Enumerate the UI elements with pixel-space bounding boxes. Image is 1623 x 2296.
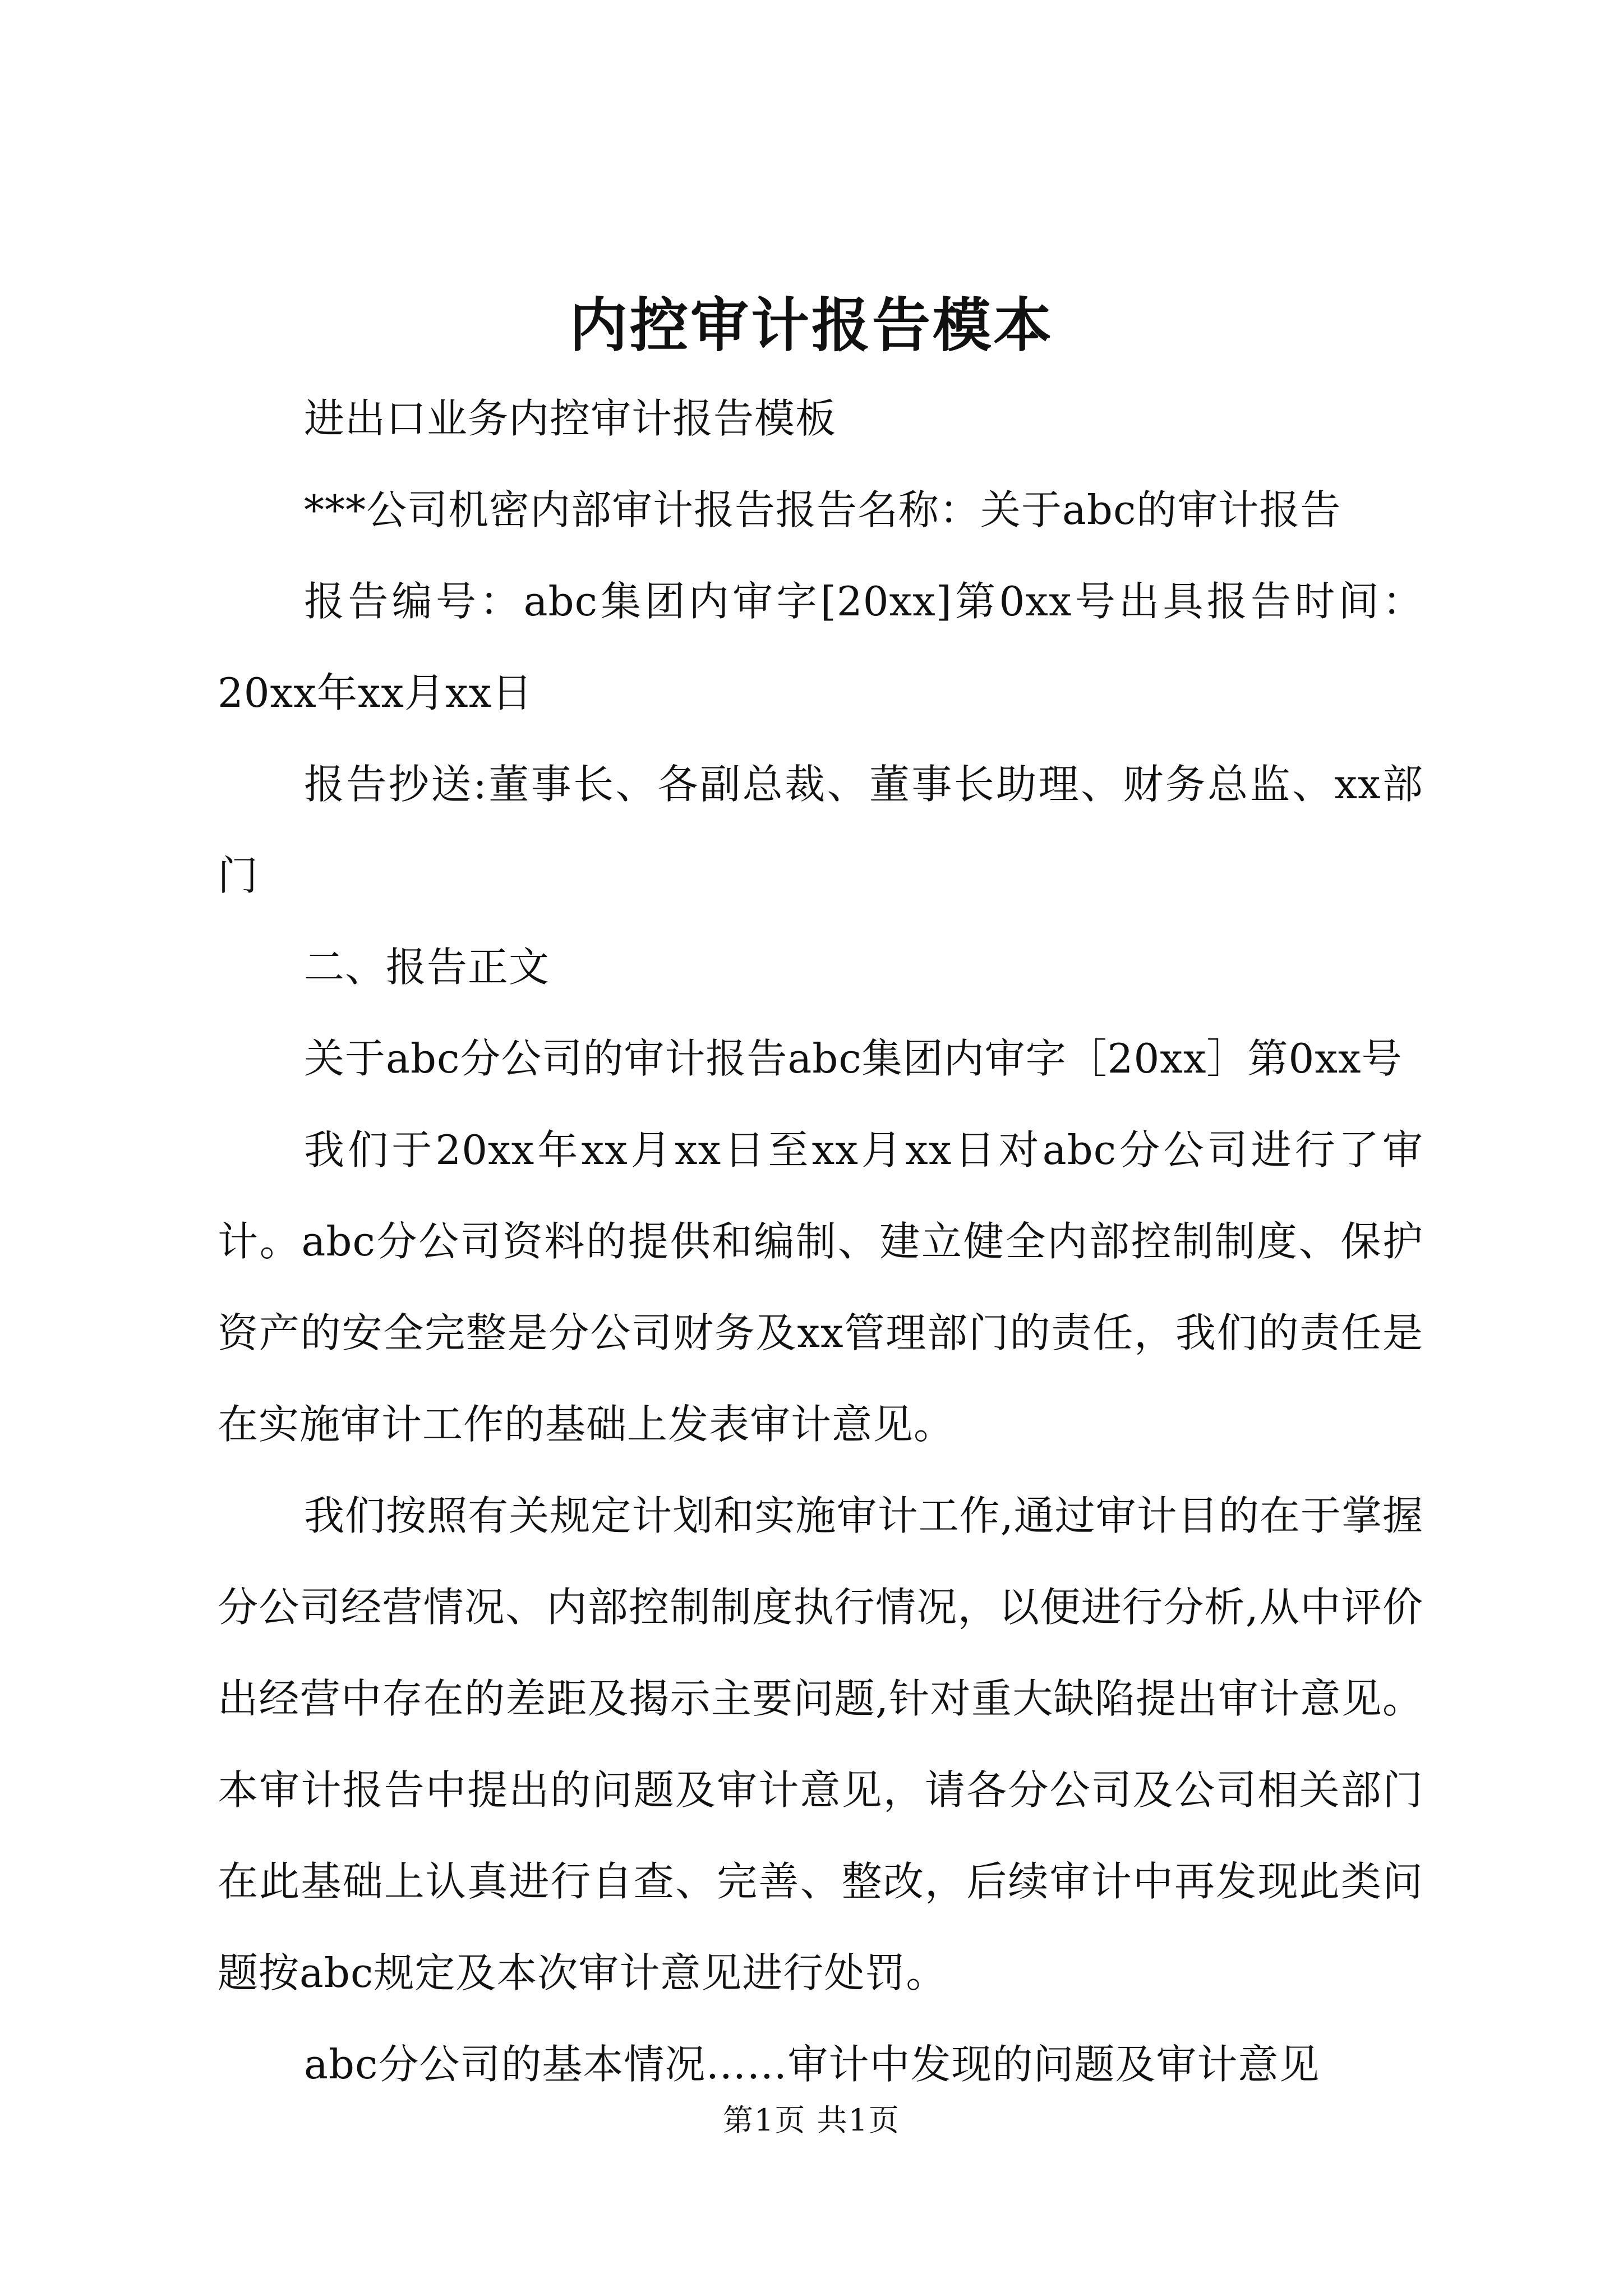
document-title: 内控审计报告模本: [569, 291, 1054, 360]
paragraph-audit-method: 我们按照有关规定计划和实施审计工作,通过审计目的在于掌握分公司经营情况、内部控制制度执行情况，以便进行分析,从中评价出经营中存在的差距及揭示主要问题,针对重大缺陷提出审计意见。本审计报告中提出的问题及审计意见，请各分公司及公司相关部门在此基础上认真进行自查、完善、整改，后续审计中再发现此类问题按abc规定及本次审计意见进行处罚。: [218, 1492, 1423, 1996]
paragraph-subtitle: 进出口业务内控审计报告模板: [304, 395, 837, 442]
page-footer: 第1页 共1页: [723, 2102, 900, 2138]
paragraph-audit-scope: 我们于20xx年xx月xx日至xx月xx日对abc分公司进行了审计。abc分公司资料的提供和编制、建立健全内部控制制度、保护资产的安全完整是分公司财务及xx管理部门的责任，我们的责任是在实施审计工作的基础上发表审计意见。: [218, 1126, 1423, 1448]
document-body: [218, 373, 1423, 2110]
paragraph-report-heading: 关于abc分公司的审计报告abc集团内审字［20xx］第0xx号: [304, 1035, 1403, 1082]
paragraph-report-number: 报告编号：abc集团内审字[20xx]第0xx号出具报告时间：20xx年xx月xx日: [218, 578, 1423, 716]
paragraph-report-cc: 报告抄送:董事长、各副总裁、董事长助理、财务总监、xx部门: [218, 761, 1423, 899]
paragraph-section-heading: 二、报告正文: [304, 944, 550, 991]
paragraph-basic-info: abc分公司的基本情况……审计中发现的问题及审计意见: [304, 2041, 1320, 2088]
paragraph-report-name: ***公司机密内部审计报告报告名称：关于abc的审计报告: [304, 486, 1341, 533]
